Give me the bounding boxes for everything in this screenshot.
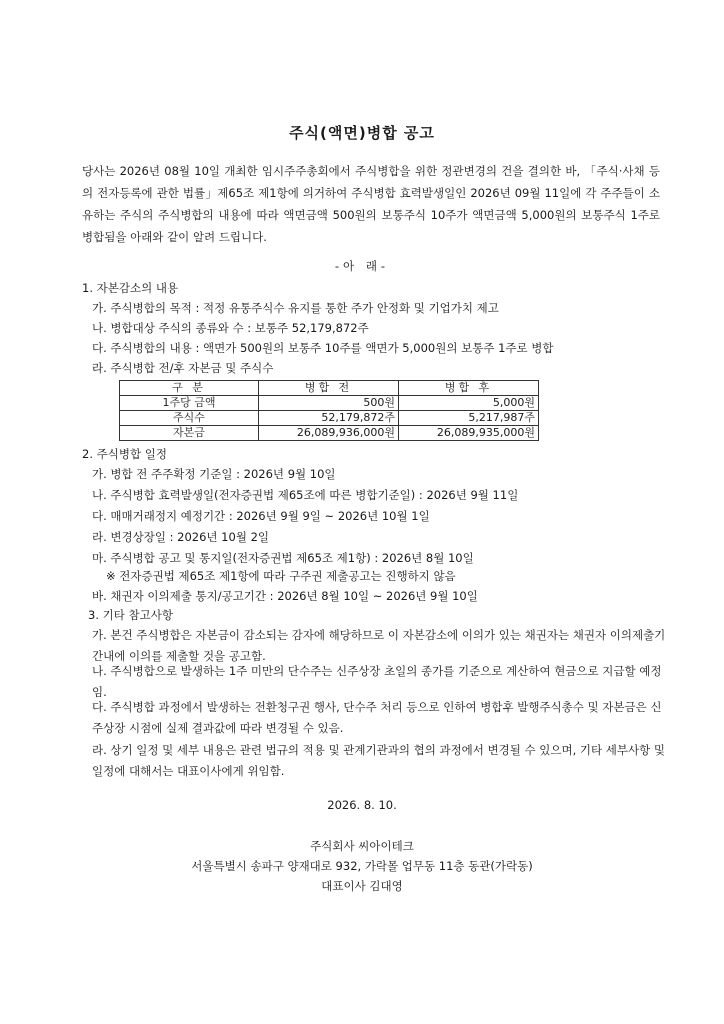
company-address: 서울특별시 송파구 양재대로 932, 가락몰 업무동 11층 동관(가락동) (191, 859, 533, 873)
section2-item-d: 라. 변경상장일 : 2026년 10월 2일 (92, 530, 270, 544)
section3-heading: 3. 기타 참고사항 (88, 608, 173, 622)
section2-note: ※ 전자증권법 제65조 제1항에 따라 구주권 제출공고는 진행하지 않음 (106, 569, 456, 583)
table-header: 구 분 (120, 381, 259, 396)
table-cell: 주식수 (120, 411, 259, 426)
section3-item-a: 가. 본건 주식병합은 자본금이 감소되는 감자에 해당하므로 이 자본감소에 이의가 있는 채권자는 채권자 이의제출기간내에 이의를 제출할 것을 공고함. (92, 628, 666, 663)
table-cell: 26,089,936,000원 (259, 426, 399, 441)
section3-item-d: 라. 상기 일정 및 세부 내용은 관련 법규의 적용 및 관계기관과의 협의 과정에서 변경될 수 있으며, 기타 세부사항 및 일정에 대해서는 대표이사에게 위임함. (92, 743, 666, 778)
section2-item-e: 마. 주식병합 공고 및 통지일(전자증권법 제65조 제1항) : 2026년 8월 10일 (92, 551, 474, 565)
table-header-row (120, 381, 539, 396)
company-name: 주식회사 씨아이테크 (310, 839, 414, 853)
section2-item-b: 나. 주식병합 효력발생일(전자증권법 제65조에 따른 병합기준일) : 2026년 9월 11일 (92, 488, 519, 502)
table-header: 병합 후 (399, 381, 539, 396)
table-row (120, 396, 539, 411)
section2-item-a: 가. 병합 전 주주확정 기준일 : 2026년 9월 10일 (92, 467, 336, 481)
section2-item-f: 바. 채권자 이의제출 통지/공고기간 : 2026년 8월 10일 ~ 2026년 9월 10일 (92, 589, 478, 603)
section2-item-c: 다. 매매거래정지 예정기간 : 2026년 9월 9일 ~ 2026년 10월 1일 (92, 509, 430, 523)
table-cell: 52,179,872주 (259, 411, 399, 426)
section1-item-d: 라. 주식병합 전/후 자본금 및 주식수 (92, 361, 274, 375)
document-title: 주식(액면)병합 공고 (289, 124, 435, 142)
table-cell: 500원 (259, 396, 399, 411)
ceo-name: 대표이사 김대영 (321, 879, 403, 893)
section1-heading: 1. 자본감소의 내용 (82, 281, 179, 295)
intro-paragraph: 당사는 2026년 08월 10일 개최한 임시주주총회에서 주식병합을 위한 정관변경의 건을 결의한 바, 「주식·사채 등의 전자등록에 관한 법률」제65조 제1항에 의거하여 주식병합 효력발생일인 2026년 09월 11일에 각 주주들이 소유하는 주식의 주식병합의 내용에 따라 액면금액 500원의 보통주식 10주가 액면금액 5,000원의 보통주식 1주로 병합됨을 아래와 같이 알려 드립니다. (82, 164, 660, 244)
table-header: 병합 전 (259, 381, 399, 396)
section1-item-b: 나. 병합대상 주식의 종류와 수 : 보통주 52,179,872주 (92, 321, 369, 335)
section1-item-a: 가. 주식병합의 목적 : 적정 유통주식수 유지를 통한 주가 안정화 및 기업가치 제고 (92, 301, 499, 315)
section2-heading: 2. 주식병합 일정 (82, 447, 167, 461)
table-cell: 5,000원 (399, 396, 539, 411)
table-cell: 5,217,987주 (399, 411, 539, 426)
below-marker: -아 래- (334, 259, 390, 273)
notice-date: 2026. 8. 10. (327, 798, 397, 812)
capital-table (119, 380, 539, 441)
table-cell: 26,089,935,000원 (399, 426, 539, 441)
section1-item-c: 다. 주식병합의 내용 : 액면가 500원의 보통주 10주를 액면가 5,000원의 보통주 1주로 병합 (92, 341, 554, 355)
table-cell: 1주당 금액 (120, 396, 259, 411)
section3-item-b: 나. 주식병합으로 발생하는 1주 미만의 단수주는 신주상장 초일의 종가를 기준으로 계산하여 현금으로 지급할 예정임. (92, 664, 662, 699)
table-row (120, 426, 539, 441)
table-row (120, 411, 539, 426)
table-cell: 자본금 (120, 426, 259, 441)
section3-item-c: 다. 주식병합 과정에서 발생하는 전환청구권 행사, 단수주 처리 등으로 인하여 병합후 발행주식총수 및 자본금은 신주상장 시점에 실제 결과값에 따라 변경될 수 있음. (92, 700, 662, 735)
